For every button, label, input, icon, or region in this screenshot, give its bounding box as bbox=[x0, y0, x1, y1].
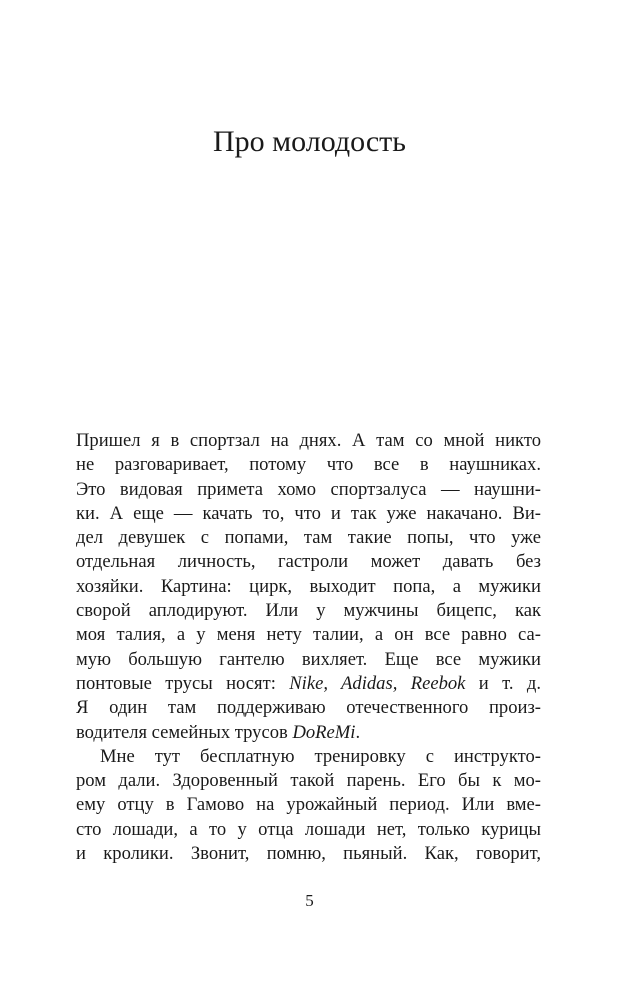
text-run: понтовые трусы носят: bbox=[76, 672, 290, 694]
text-line-paragraph-start: Мне тут бесплатную тренировку с инструкто- bbox=[100, 745, 541, 767]
chapter-title: Про молодость bbox=[213, 125, 406, 158]
text-line: ему отцу в Гамово на урожайный период. Или вме- bbox=[76, 794, 541, 816]
text-line: и кролики. Звонит, помню, пьяный. Как, говорит, bbox=[76, 843, 541, 865]
text-line: мую большую гантелю вихляет. Еще все мужики bbox=[76, 648, 541, 670]
brand-names: Nike, Adidas, Reebok bbox=[289, 672, 466, 694]
brand-name: DoReMi bbox=[292, 721, 356, 743]
text-line: ром дали. Здоровенный такой парень. Его бы к мо- bbox=[76, 770, 541, 792]
text-line: сто лошади, а то у отца лошади нет, только курицы bbox=[76, 818, 541, 840]
text-line: ки. А еще — качать то, что и так уже накачано. Ви- bbox=[76, 502, 541, 524]
body-text bbox=[76, 429, 541, 866]
text-line-brands bbox=[76, 672, 541, 696]
text-line-paragraph-end bbox=[76, 721, 541, 745]
text-line: Я один там поддерживаю отечественного произ- bbox=[76, 697, 541, 719]
text-line: сворой аплодируют. Или у мужчины бицепс, как bbox=[76, 600, 541, 622]
text-run: . bbox=[355, 721, 361, 743]
text-line: не разговаривает, потому что все в наушниках. bbox=[76, 454, 541, 476]
text-run: водителя семейных трусов bbox=[76, 721, 293, 743]
text-run: и т. д. bbox=[465, 672, 541, 694]
page-number: 5 bbox=[305, 891, 314, 910]
text-line: хозяйки. Картина: цирк, выходит попа, а мужики bbox=[76, 575, 541, 597]
text-line: отдельная личность, гастроли может давать без bbox=[76, 551, 541, 573]
text-line: дел девушек с попами, там такие попы, что уже bbox=[76, 527, 541, 549]
text-line: Пришел я в спортзал на днях. А там со мной никто bbox=[76, 430, 541, 451]
text-line: моя талия, а у меня нету талии, а он все равно са- bbox=[76, 624, 541, 646]
text-line: Это видовая примета хомо спортзалуса — наушни- bbox=[76, 478, 541, 500]
